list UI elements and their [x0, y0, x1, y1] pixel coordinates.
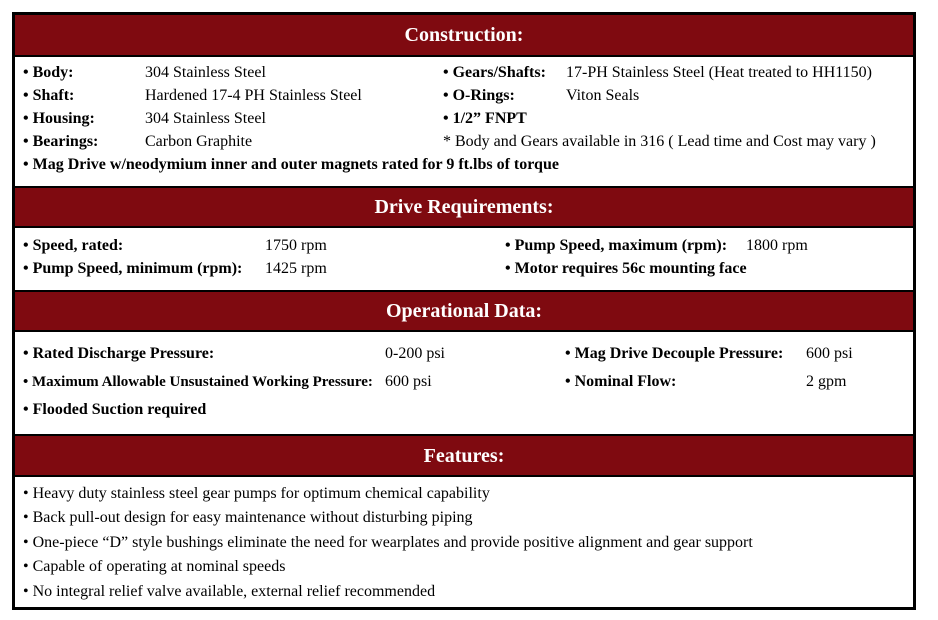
- shaft-value: Hardened 17-4 PH Stainless Steel: [145, 87, 362, 104]
- gears-label: • Gears/Shafts:: [443, 64, 546, 81]
- feature-item: • Heavy duty stainless steel gear pumps for optimum chemical capability: [23, 485, 490, 502]
- feature-item: • One-piece “D” style bushings eliminate the need for wearplates and provide positive alignment and gear support: [23, 534, 753, 551]
- bearings-label: • Bearings:: [23, 133, 99, 150]
- body-label: • Body:: [23, 64, 74, 81]
- orings-label: • O-Rings:: [443, 87, 515, 104]
- material-note: * Body and Gears available in 316 ( Lead time and Cost may vary ): [443, 133, 876, 150]
- operational-data-header: Operational Data:: [15, 290, 913, 332]
- motor-note: • Motor requires 56c mounting face: [505, 260, 747, 277]
- feature-item: • Capable of operating at nominal speeds: [23, 558, 286, 575]
- rated-pressure-label: • Rated Discharge Pressure:: [23, 345, 215, 362]
- max-pressure-label: • Maximum Allowable Unsustained Working Pressure:: [23, 374, 373, 390]
- fnpt-label: • 1/2” FNPT: [443, 110, 527, 127]
- features-header: Features:: [15, 434, 913, 477]
- mag-drive-note: • Mag Drive w/neodymium inner and outer magnets rated for 9 ft.lbs of torque: [23, 156, 559, 173]
- flooded-suction-note: • Flooded Suction required: [23, 401, 207, 418]
- spec-sheet: [12, 12, 916, 610]
- orings-value: Viton Seals: [566, 87, 640, 104]
- decouple-pressure-label: • Mag Drive Decouple Pressure:: [565, 345, 784, 362]
- construction-header: Construction:: [15, 15, 913, 57]
- decouple-pressure-value: 600 psi: [806, 345, 853, 362]
- speed-rated-value: 1750 rpm: [265, 237, 327, 254]
- nominal-flow-label: • Nominal Flow:: [565, 373, 677, 390]
- speed-min-value: 1425 rpm: [265, 260, 327, 277]
- housing-label: • Housing:: [23, 110, 95, 127]
- nominal-flow-value: 2 gpm: [806, 373, 847, 390]
- bearings-value: Carbon Graphite: [145, 133, 253, 150]
- speed-min-label: • Pump Speed, minimum (rpm):: [23, 260, 243, 277]
- feature-item: • No integral relief valve available, external relief recommended: [23, 583, 436, 600]
- speed-max-value: 1800 rpm: [746, 237, 808, 254]
- max-pressure-value: 600 psi: [385, 373, 432, 390]
- housing-value: 304 Stainless Steel: [145, 110, 266, 127]
- rated-pressure-value: 0-200 psi: [385, 345, 445, 362]
- body-value: 304 Stainless Steel: [145, 64, 266, 81]
- speed-rated-label: • Speed, rated:: [23, 237, 124, 254]
- shaft-label: • Shaft:: [23, 87, 75, 104]
- gears-value: 17-PH Stainless Steel (Heat treated to HH1150): [566, 64, 873, 81]
- drive-requirements-header: Drive Requirements:: [15, 186, 913, 228]
- speed-max-label: • Pump Speed, maximum (rpm):: [505, 237, 728, 254]
- feature-item: • Back pull-out design for easy maintenance without disturbing piping: [23, 509, 473, 526]
